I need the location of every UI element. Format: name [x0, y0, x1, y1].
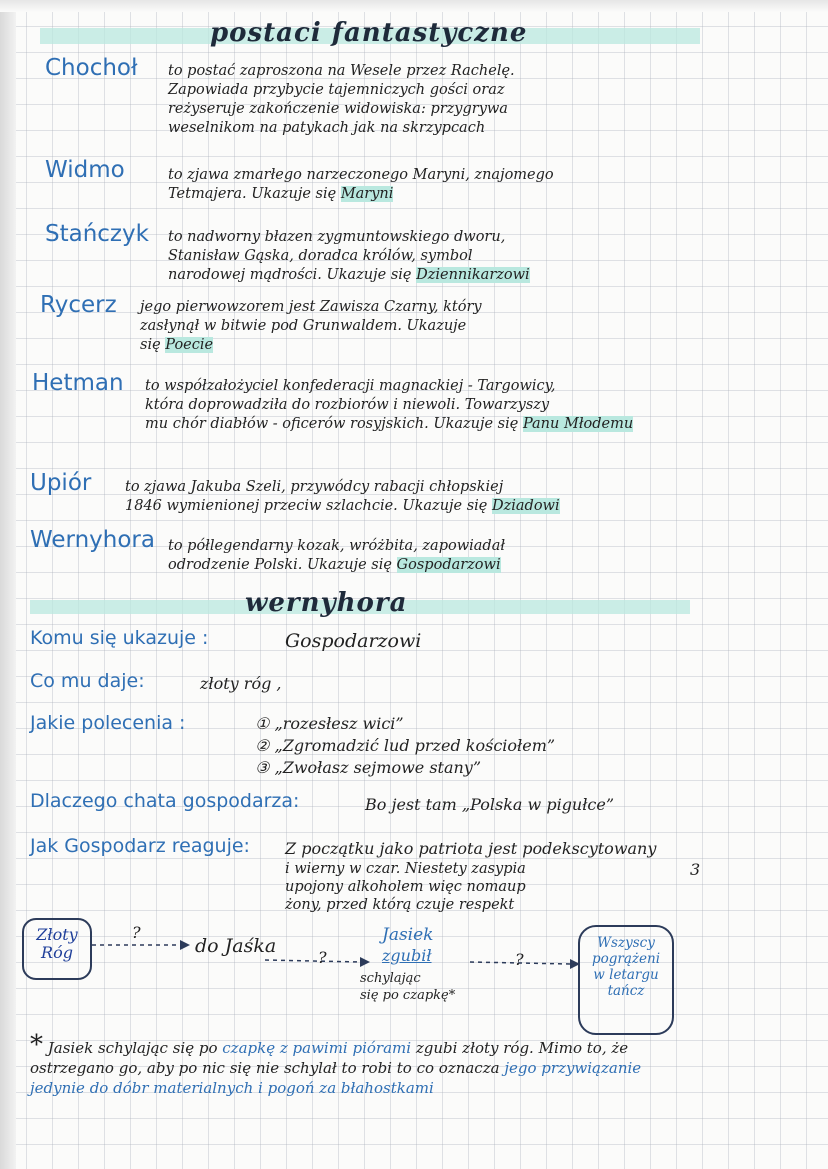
term-hetman: Hetman [32, 370, 124, 396]
term-wernyhora: Wernyhora [30, 527, 155, 553]
command-2-num: ② [255, 736, 270, 755]
answer-co: złoty róg , [200, 674, 282, 693]
question-komu: Komu się ukazuje : [30, 627, 209, 649]
footnote-text-2: zgubi złoty róg. Mimo to, że ostrzegano go, aby po nic się nie schylał to robi to co oznacza [30, 1039, 629, 1077]
command-2-text: „Zgromadzić lud przed kościołem” [274, 736, 556, 755]
flow-arrowhead-1 [180, 940, 190, 950]
flow-step2-detail: schylając się po czapkę* [360, 971, 456, 1003]
footnote [30, 1030, 695, 1098]
appears-wernyhora: Gospodarzowi [396, 557, 501, 573]
desc-stanczyk-text: to nadworny błazen zygmuntowskiego dworu, Stanisław Gąska, doradca królów, symbol narodowej mądrości. Ukazuje się [168, 229, 506, 283]
term-widmo: Widmo [45, 157, 125, 183]
desc-hetman-text: to współzałożyciel konfederacji magnackiej - Targowicy, która doprowadziła do rozbiorów i niewoli. Towarzyszy mu chór diabłów - oficerów rosyjskich. Ukazuje się [145, 378, 556, 432]
answer-dlaczego: Bo jest tam „Polska w pigułce” [365, 795, 615, 814]
desc-rycerz-text: jego pierwowzorem jest Zawisza Czarny, który zasłynął w bitwie pod Grunwaldem. Ukazuje się [140, 299, 482, 353]
question-polecenia: Jakie polecenia : [30, 712, 186, 734]
command-1-num: ① [255, 714, 270, 733]
flow-q1: ? [132, 923, 141, 942]
desc-chochol: to postać zaproszona na Wesele przez Rachelę. Zapowiada przybycie tajemniczych gości oraz reżyseruje zakończenie widowiska: przygrywa weselnikom na patykach jak na skrzypcach [168, 63, 515, 136]
term-stanczyk: Stańczyk [45, 221, 149, 247]
appears-widmo: Maryni [340, 186, 394, 202]
appears-rycerz: Poecie [165, 337, 214, 353]
question-co: Co mu daje: [30, 670, 145, 692]
footnote-star: * [30, 1030, 43, 1060]
flow-end-box [578, 925, 674, 1035]
section-title-wernyhora: wernyhora [245, 588, 408, 618]
desc-wernyhora-text: to półlegendarny kozak, wróżbita, zapowiadał odrodzenie Polski. Ukazuje się [168, 538, 506, 573]
desc-widmo-text: to zjawa zmarłego narzeczonego Maryni, znajomego Tetmajera. Ukazuje się [168, 167, 554, 202]
footnote-highlight-2: jego przywiązanie jedynie do dóbr materialnych i pogoń za błahostkami [30, 1059, 642, 1097]
section-title-fantastic: postaci fantastyczne [210, 18, 528, 48]
footnote-text-1: Jasiek schylając się po [47, 1039, 218, 1057]
command-3-num: ③ [255, 758, 270, 777]
appears-hetman: Panu Młodemu [522, 416, 634, 432]
question-reakcja: Jak Gospodarz reaguje: [30, 835, 250, 857]
flow-end-label: Wszyscy pogrążeni w letargu tańcz [591, 935, 661, 999]
flow-arrow-2 [265, 960, 360, 962]
reaction-mark: 3 [690, 860, 701, 879]
term-rycerz: Rycerz [40, 292, 117, 318]
appears-upior: Dziadowi [492, 498, 560, 514]
answer-komu: Gospodarzowi [285, 630, 422, 652]
flow-step2-action: zgubił [382, 946, 432, 965]
appears-stanczyk: Dziennikarzowi [416, 267, 530, 283]
flow-start-label: Złoty Róg [36, 925, 78, 962]
flow-arrowhead-2 [360, 957, 370, 967]
footnote-highlight-1: czapkę z pawimi piórami [222, 1039, 412, 1057]
command-1-text: „rozesłesz wici” [274, 714, 404, 733]
flow-q2: ? [318, 948, 327, 967]
question-dlaczego: Dlaczego chata gospodarza: [30, 790, 300, 812]
flow-step1: do Jaśka [195, 935, 277, 957]
answer-reakcja-more: i wierny w czar. Niestety zasypia upojony alkoholem więc nomaup żony, przed którą czuje respekt [285, 861, 526, 913]
term-upior: Upiór [30, 470, 92, 496]
answer-reakcja: Z początku jako patriota jest podekscytowany [285, 839, 657, 858]
flow-step2-name: Jasiek [382, 925, 434, 945]
term-chochol: Chochoł [45, 55, 138, 81]
flow-q3: ? [515, 950, 524, 969]
desc-upior-text: to zjawa Jakuba Szeli, przywódcy rabacji chłopskiej 1846 wymienionej przeciw szlachcie. Ukazuje się [125, 479, 504, 514]
command-3-text: „Zwołasz sejmowe stany” [274, 758, 482, 777]
